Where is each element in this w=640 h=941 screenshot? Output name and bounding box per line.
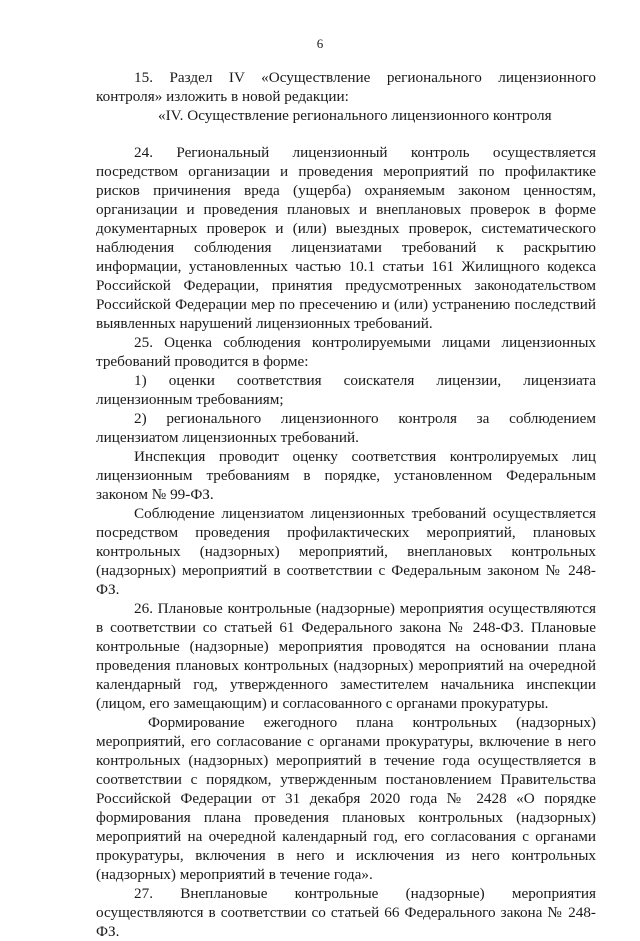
paragraph-25-item-2: 2) регионального лицензионного контроля за соблюдением лицензиатом лицензионных требований.	[96, 410, 596, 446]
paragraph-section-amendment: 15. Раздел IV «Осуществление регионального лицензионного контроля» изложить в новой редакции:	[96, 69, 596, 105]
paragraph-inspection: Инспекция проводит оценку соответствия контролируемых лиц лицензионным требованиям в порядке, установленном Федеральным законом № 99-ФЗ.	[96, 448, 596, 503]
document-body	[96, 68, 596, 941]
paragraph-25-item-1: 1) оценки соответствия соискателя лицензии, лицензиата лицензионным требованиям;	[96, 372, 596, 408]
page-number: 6	[316, 36, 324, 51]
section-heading: «IV. Осуществление регионального лицензионного контроля	[158, 107, 552, 124]
paragraph-24: 24. Региональный лицензионный контроль осуществляется посредством организации и проведения мероприятий по профилактике рисков причинения вреда (ущерба) охраняемым законом ценностям, организации и проведения плановых и внеплановых проверок в форме документарных проверок и (или) выездных проверок, систематического наблюдения соблюдения лицензиатами требований к раскрытию информации, установленных частью 10.1 статьи 161 Жилищного кодекса Российской Федерации, принятия предусмотренных законодательством Российской Федерации мер по пресечению и (или) устранению последствий выявленных нарушений лицензионных требований.	[96, 144, 596, 332]
paragraph-25: 25. Оценка соблюдения контролируемыми лицами лицензионных требований проводится в форме:	[96, 334, 596, 370]
paragraph-27: 27. Внеплановые контрольные (надзорные) мероприятия осуществляются в соответствии со статьей 66 Федерального закона № 248-ФЗ.	[96, 885, 596, 940]
paragraph-26: 26. Плановые контрольные (надзорные) мероприятия осуществляются в соответствии со статьей 61 Федерального закона № 248-ФЗ. Плановые контрольные (надзорные) мероприятия проводятся на основании плана проведения плановых контрольных (надзорных) мероприятий на очередной календарный год, утвержденного заместителем начальника инспекции (лицом, его замещающим) и согласованного с органами прокуратуры.	[96, 600, 596, 712]
paragraph-plan-formation: Формирование ежегодного плана контрольных (надзорных) мероприятий, его согласование с органами прокуратуры, включение в него контрольных (надзорных) мероприятий в течение года осуществляется в соответствии с порядком, утвержденным постановлением Правительства Российской Федерации от 31 декабря 2020 года № 2428 «О порядке формирования плана проведения плановых контрольных (надзорных) мероприятий на очередной календарный год, его согласования с органами прокуратуры, включения в него и исключения из него контрольных (надзорных) мероприятий в течение года».	[96, 714, 596, 883]
paragraph-compliance: Соблюдение лицензиатом лицензионных требований осуществляется посредством проведения профилактических мероприятий, плановых контрольных (надзорных) мероприятий, внеплановых контрольных (надзорных) мероприятий в соответствии с Федеральным законом № 248-ФЗ.	[96, 505, 596, 598]
